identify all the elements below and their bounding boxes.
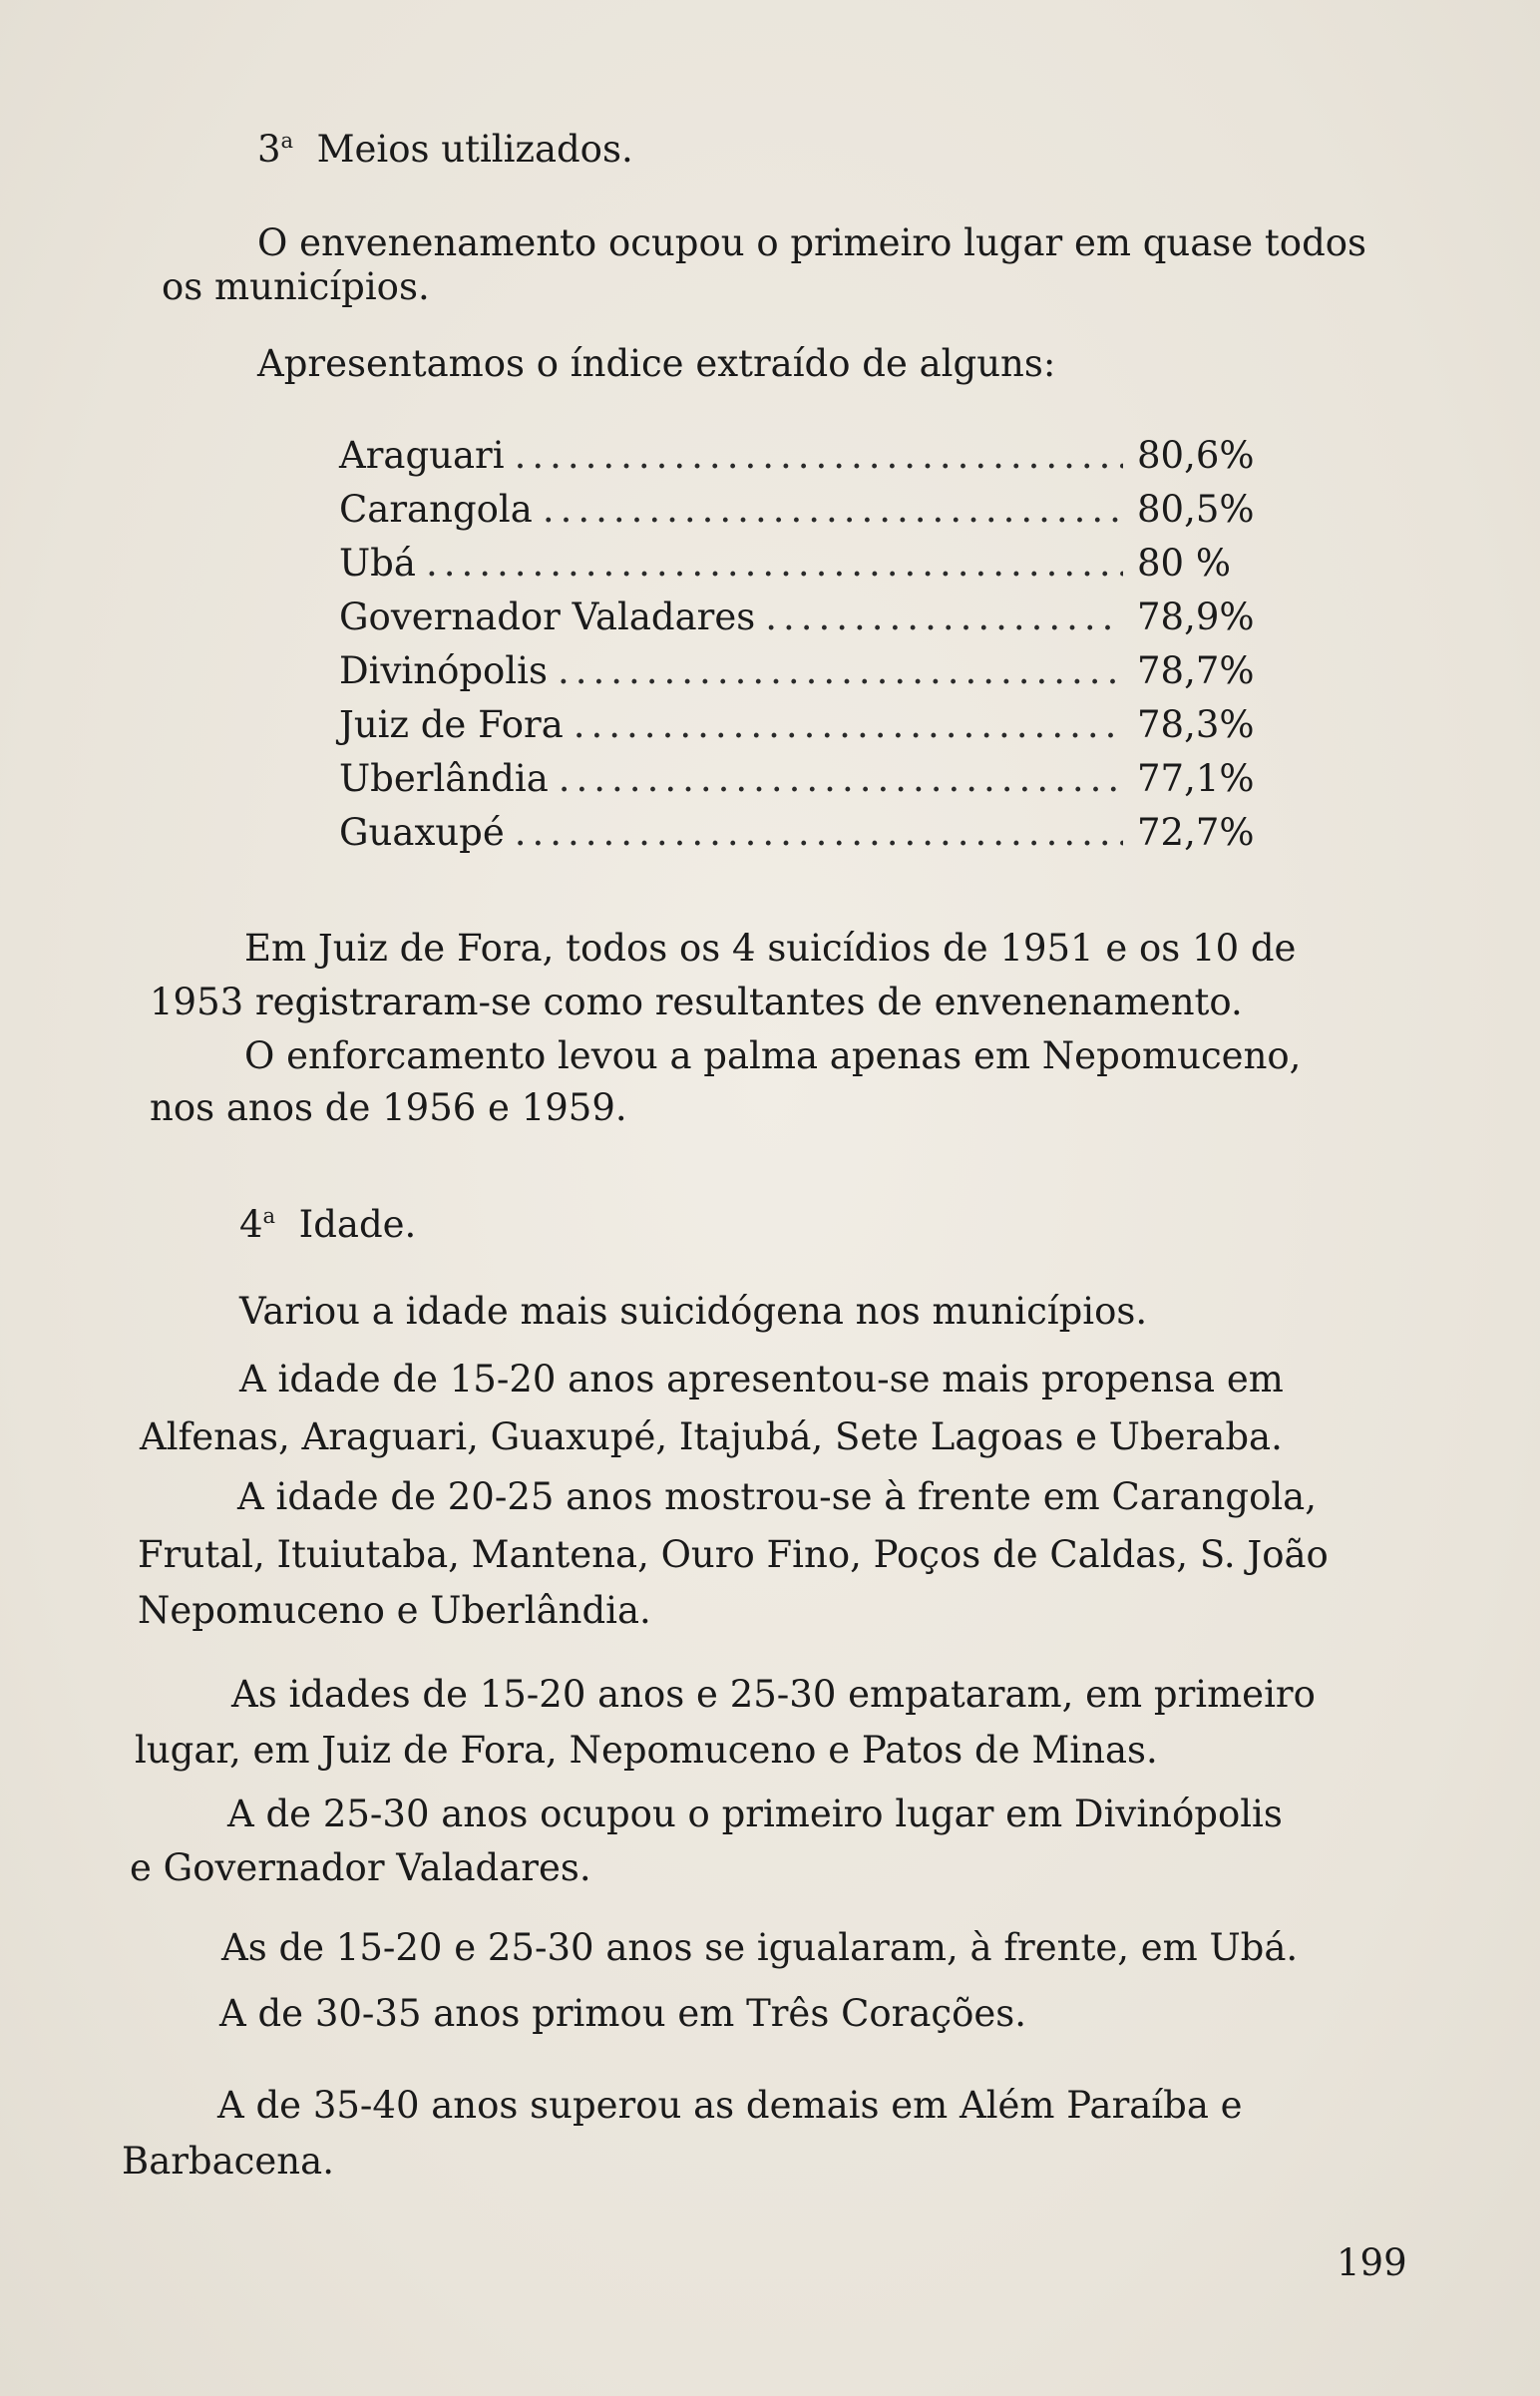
- paragraph-line: O envenenamento ocupou o primeiro lugar em quase todos: [257, 221, 1367, 264]
- dot-leader: [543, 487, 1123, 533]
- paragraph-line: Alfenas, Araguari, Guaxupé, Itajubá, Sete Lagoas e Uberaba.: [140, 1415, 1283, 1458]
- dot-leader: [558, 648, 1123, 694]
- heading-text: Idade.: [298, 1203, 417, 1246]
- paragraph-line: A de 25-30 anos ocupou o primeiro lugar em Divinópolis: [227, 1793, 1283, 1835]
- dot-leader: [515, 433, 1123, 479]
- paragraph-line: A idade de 15-20 anos apresentou-se mais propensa em: [239, 1358, 1284, 1400]
- percentage-value: 80,5%: [1137, 488, 1255, 531]
- dot-leader: [515, 810, 1123, 856]
- paragraph-line: Variou a idade mais suicidógena nos municípios.: [239, 1290, 1148, 1333]
- municipality-name: Uberlândia: [339, 757, 549, 800]
- paragraph-line: As idades de 15-20 anos e 25-30 empataram, em primeiro: [231, 1673, 1316, 1716]
- paragraph-line: Apresentamos o índice extraído de alguns:: [257, 342, 1056, 385]
- table-row: [339, 541, 1257, 587]
- dot-leader: [765, 595, 1123, 640]
- percentage-value: 78,7%: [1137, 649, 1255, 692]
- paragraph-line: O enforcamento levou a palma apenas em Nepomuceno,: [244, 1034, 1302, 1077]
- paragraph-line: As de 15-20 e 25-30 anos se igualaram, à frente, em Ubá.: [221, 1926, 1299, 1969]
- paragraph-line: os municípios.: [162, 265, 430, 308]
- paragraph-line: Nepomuceno e Uberlândia.: [138, 1589, 651, 1632]
- table-row: [339, 810, 1257, 856]
- municipality-name: Ubá: [339, 542, 416, 585]
- table-row: [339, 433, 1257, 479]
- municipality-name: Juiz de Fora: [339, 703, 564, 746]
- page-number: 199: [1337, 2241, 1407, 2284]
- paragraph-line: Frutal, Ituiutaba, Mantena, Ouro Fino, Poços de Caldas, S. João: [138, 1533, 1329, 1576]
- dot-leader: [426, 541, 1123, 587]
- percentage-value: 78,3%: [1137, 703, 1255, 746]
- paragraph-line: A idade de 20-25 anos mostrou-se à frente em Carangola,: [237, 1475, 1317, 1518]
- municipality-name: Araguari: [339, 434, 505, 477]
- paragraph-line: A de 30-35 anos primou em Três Corações.: [219, 1992, 1027, 2035]
- municipality-name: Divinópolis: [339, 649, 548, 692]
- paragraph-line: 1953 registraram-se como resultantes de envenenamento.: [150, 981, 1243, 1023]
- dot-leader: [574, 702, 1123, 748]
- dot-leader: [559, 756, 1123, 802]
- heading-number: 3: [257, 128, 281, 171]
- municipality-name: Guaxupé: [339, 811, 505, 854]
- municipality-name: Governador Valadares: [339, 596, 756, 638]
- section-heading-4: [239, 1193, 416, 1248]
- ordinal-mark: a: [280, 129, 294, 153]
- paragraph-line: Barbacena.: [122, 2140, 334, 2183]
- section-heading-3: [257, 118, 633, 173]
- table-row: [339, 487, 1257, 533]
- percentage-value: 72,7%: [1137, 811, 1255, 854]
- municipality-name: Carangola: [339, 488, 533, 531]
- table-row: [339, 756, 1257, 802]
- paragraph-line: e Governador Valadares.: [130, 1846, 591, 1889]
- paragraph-line: Em Juiz de Fora, todos os 4 suicídios de 1951 e os 10 de: [244, 927, 1297, 970]
- percentage-value: 80 %: [1137, 542, 1231, 585]
- percentage-value: 77,1%: [1137, 757, 1255, 800]
- paragraph-line: A de 35-40 anos superou as demais em Além Paraíba e: [217, 2084, 1243, 2127]
- heading-text: Meios utilizados.: [316, 128, 633, 171]
- table-row: [339, 648, 1257, 694]
- ordinal-mark: a: [262, 1204, 276, 1228]
- percentage-value: 78,9%: [1137, 596, 1255, 638]
- table-row: [339, 595, 1257, 640]
- paragraph-line: lugar, em Juiz de Fora, Nepomuceno e Patos de Minas.: [135, 1729, 1158, 1772]
- heading-number: 4: [239, 1203, 263, 1246]
- paragraph-line: nos anos de 1956 e 1959.: [150, 1086, 627, 1129]
- percentage-value: 80,6%: [1137, 434, 1255, 477]
- table-row: [339, 702, 1257, 748]
